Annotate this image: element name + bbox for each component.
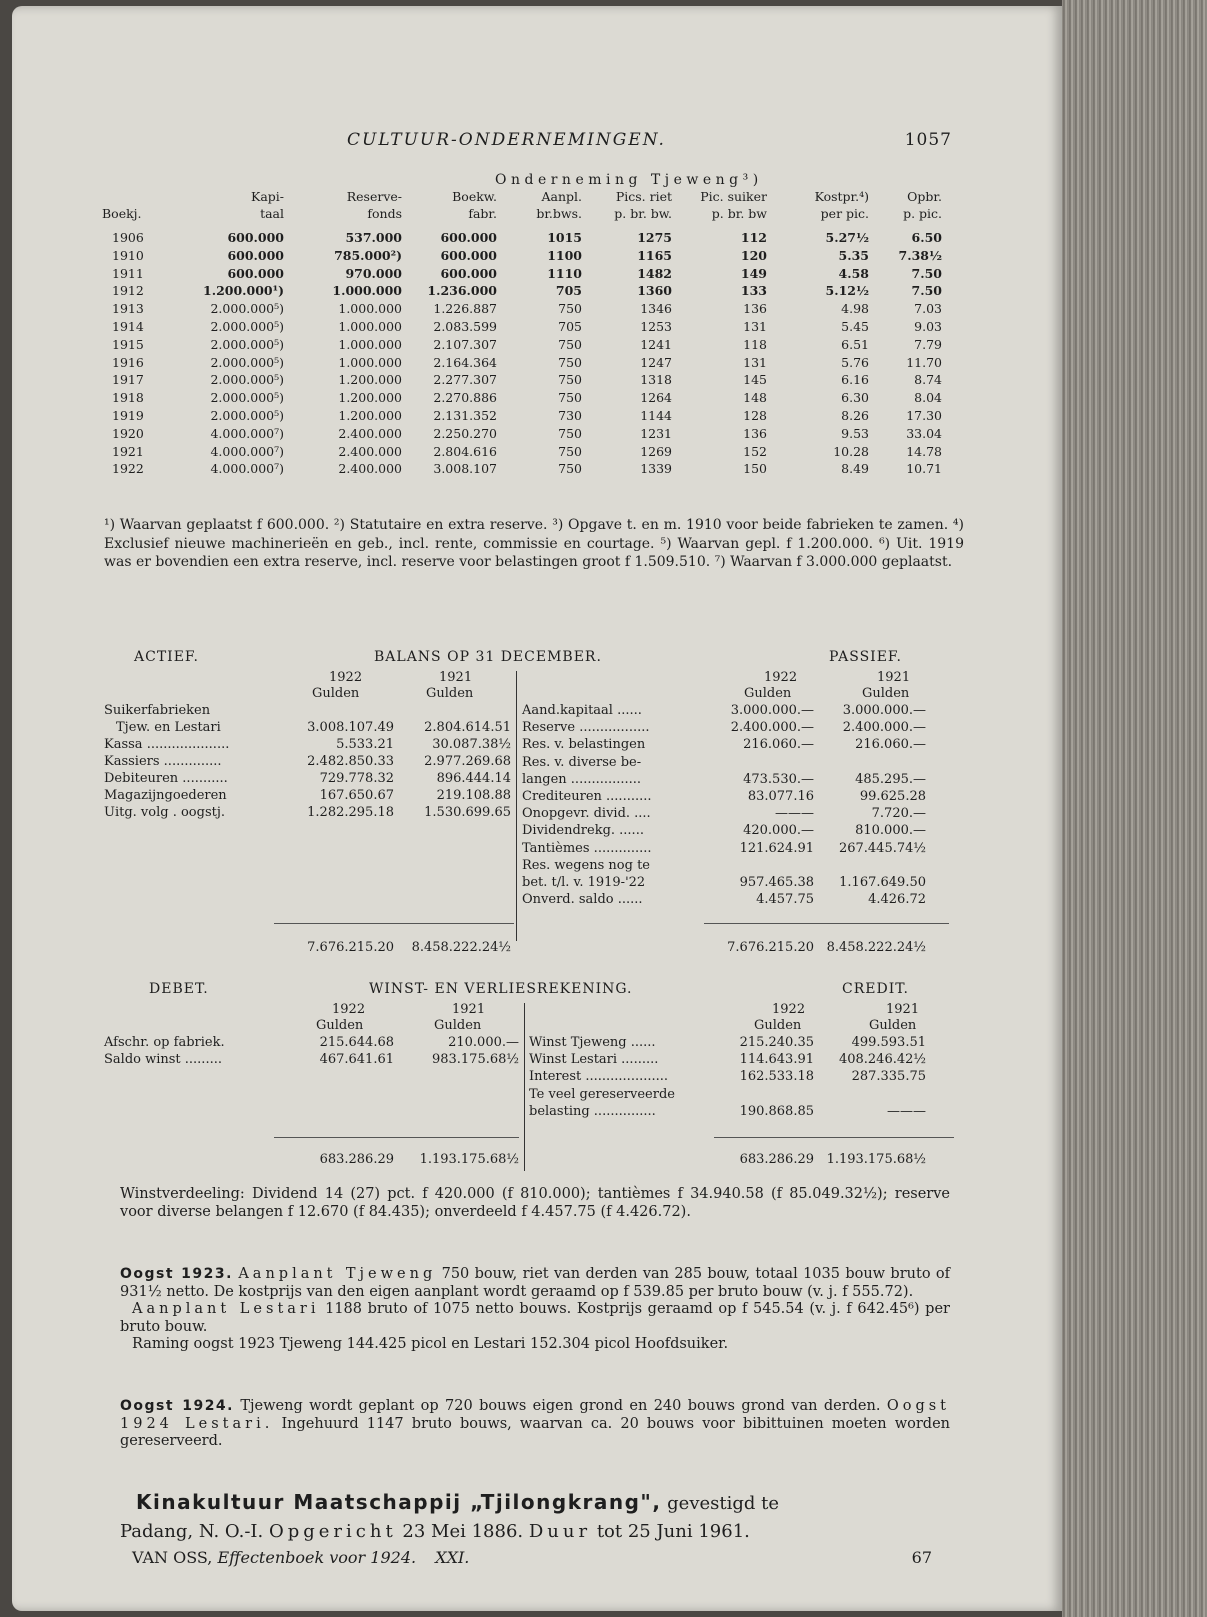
kinakultuur-founded-date: 23 Mei 1886. (396, 1521, 529, 1542)
actief-heading: ACTIEF. (134, 649, 199, 665)
cell-kostprijs: 6.30 (841, 390, 869, 406)
cell-aanplant: 1100 (547, 247, 582, 263)
cell-aanplant: 750 (558, 372, 582, 388)
cell-kostprijs: 6.51 (841, 336, 869, 352)
balance-right-1922: 957.465.38 (739, 875, 814, 890)
oogst-1923-text-1: 750 bouw, riet van derden van 285 bouw, totaal 1035 bouw bruto of 931½ netto. De kostprijs van den eigen aanplant wordt geraamd op f 539.85 per bruto bouw (v. j. f 555.72). (120, 1266, 950, 1300)
page-footer (132, 1548, 942, 1567)
cell-riet: 1482 (637, 265, 672, 281)
oogst-1923-aanplant-tjeweng: Aanplant Tjeweng (238, 1266, 437, 1282)
cell-suiker: 149 (740, 265, 767, 281)
balance-right-1921: 267.445.74½ (838, 840, 926, 856)
balance-right-1921: 4.426.72 (868, 892, 926, 908)
column-header-kap-2: taal (260, 206, 284, 221)
year-header-right-1922: 1922 (764, 670, 798, 685)
unit-header-left-1922: Gulden (312, 686, 360, 701)
cell-opbrengst: 9.03 (914, 319, 942, 334)
cell-aanplant: 750 (558, 301, 582, 317)
cell-kostprijs: 5.12½ (825, 283, 869, 299)
cell-riet: 1241 (640, 336, 672, 352)
cell-kapitaal: 600.000 (227, 265, 284, 281)
pl-year-right-1922: 1922 (772, 1002, 806, 1017)
cell-kostprijs: 4.98 (841, 301, 869, 317)
column-header-res-2: fonds (367, 206, 402, 221)
cell-riet: 1318 (640, 372, 672, 388)
cell-reservefonds: 1.000.000 (338, 301, 402, 317)
balance-right-1922: 420.000.— (743, 823, 814, 839)
cell-year: 1919 (112, 408, 144, 423)
pl-unit-right-1922: Gulden (754, 1018, 802, 1033)
cell-boekwaarde: 2.107.307 (433, 336, 497, 352)
balance-right-1921: 810.000.— (855, 823, 926, 839)
balance-left-1922: 729.778.32 (319, 771, 394, 786)
cell-kapitaal: 2.000.000⁵) (210, 319, 284, 334)
balance-right-1921: 2.400.000.— (842, 720, 926, 736)
table-row (102, 444, 962, 461)
balance-right-1922: 3.000.000.— (730, 703, 814, 718)
column-header-aan-1: Aanpl. (541, 189, 582, 204)
kinakultuur-seat-text: gevestigd te (661, 1493, 780, 1514)
balance-left-group: Suikerfabrieken (104, 703, 211, 718)
cell-boekwaarde: 2.164.364 (433, 354, 497, 370)
balance-right-label: bet. t/l. v. 1919-'22 (522, 875, 646, 890)
oogst-1923-raming: Raming oogst 1923 Tjeweng 144.425 picol en Lestari 152.304 picol Hoofdsuiker. (132, 1336, 729, 1352)
credit-heading: CREDIT. (842, 981, 909, 997)
cell-reservefonds: 1.200.000 (338, 390, 402, 406)
cell-year: 1913 (112, 301, 144, 317)
pl-right-label: Interest .................... (529, 1069, 669, 1085)
balance-right-1921: 216.060.— (855, 737, 926, 753)
cell-aanplant: 1110 (547, 265, 582, 281)
cell-year: 1910 (112, 247, 144, 263)
column-header-rie-1: Pics. riet (615, 189, 672, 204)
balance-left-1921: 896.444.14 (436, 771, 511, 786)
cell-year: 1914 (112, 319, 144, 334)
cell-kostprijs: 8.49 (841, 461, 869, 477)
footer-volume: XXI. (435, 1548, 470, 1567)
cell-kapitaal: 4.000.000⁷) (210, 443, 284, 459)
pl-right-label: Winst Tjeweng ...... (529, 1035, 656, 1050)
cell-suiker: 118 (743, 336, 767, 352)
balance-right-1922: 121.624.91 (739, 840, 814, 856)
cell-suiker: 136 (743, 425, 767, 441)
cell-aanplant: 750 (558, 354, 582, 370)
balance-total-left-1922: 7.676.215.20 (307, 940, 394, 955)
column-header-kos-2: per pic. (820, 206, 869, 221)
pl-right-1921: 499.593.51 (851, 1035, 926, 1050)
cell-riet: 1339 (640, 461, 672, 477)
table-row (102, 337, 962, 354)
cell-riet: 1269 (640, 443, 672, 459)
table-row (102, 461, 962, 478)
column-header-bkw-1: Boekw. (452, 189, 497, 204)
cell-aanplant: 1015 (547, 230, 582, 245)
year-header-left-1921: 1921 (439, 670, 473, 685)
column-header-opb-1: Opbr. (907, 189, 942, 204)
balance-right-1922: ——— (775, 806, 814, 822)
footer-publisher: VAN OSS, (132, 1548, 218, 1567)
cell-kostprijs: 5.76 (841, 354, 869, 370)
pl-total-rule-right (714, 1137, 954, 1138)
cell-opbrengst: 7.38½ (898, 247, 942, 263)
cell-reservefonds: 537.000 (345, 230, 402, 245)
balance-right-label: Dividendrekg. ...... (522, 823, 644, 839)
balance-left-label: Uitg. volg . oogstj. (104, 805, 226, 820)
cell-reservefonds: 1.200.000 (338, 372, 402, 388)
balance-left-1921: 30.087.38½ (432, 737, 511, 752)
cell-riet: 1275 (637, 230, 672, 245)
kinakultuur-entry (120, 1488, 950, 1546)
cell-riet: 1346 (640, 301, 672, 317)
pl-year-left-1921: 1921 (452, 1002, 486, 1017)
cell-boekwaarde: 2.270.886 (433, 390, 497, 406)
cell-reservefonds: 1.000.000 (338, 319, 402, 334)
cell-kostprijs: 5.45 (841, 319, 869, 334)
pl-right-1921: ——— (887, 1103, 926, 1119)
cell-riet: 1247 (640, 354, 672, 370)
cell-boekwaarde: 3.008.107 (433, 461, 497, 477)
column-header-bkw-2: fabr. (468, 206, 497, 221)
balance-right-label: Onverd. saldo ...... (522, 892, 643, 908)
balance-total-right-1922: 7.676.215.20 (727, 940, 814, 955)
balance-left-label: Kassiers .............. (104, 754, 222, 769)
balance-right-1921: 485.295.— (855, 771, 926, 787)
pl-left-1922: 467.641.61 (319, 1052, 394, 1067)
column-header-aan-2: br.bws. (536, 206, 582, 221)
balance-right-label: langen ................. (522, 771, 642, 787)
cell-riet: 1231 (640, 425, 672, 441)
pl-unit-left-1921: Gulden (434, 1018, 482, 1033)
cell-kapitaal: 2.000.000⁵) (210, 301, 284, 317)
balance-right-label: Res. v. diverse be- (522, 754, 642, 770)
balance-right-1921: 7.720.— (871, 806, 926, 822)
footnotes: ¹) Waarvan geplaatst f 600.000. ²) Statutaire en extra reserve. ³) Opgave t. en m. 1910 voor beide fabrieken te zamen. ⁴) Exclusief nieuwe machinerieën en geb., incl. rente, commissie en courtage. ⁵) Waarvan gepl. f 1.200.000. ⁶) Uit. 1919 was er bovendien een extra reserve, incl. reserve voor belastingen groot f 1.509.510. ⁷) Waarvan f 3.000.000 geplaatst. (104, 517, 964, 570)
cell-year: 1922 (112, 461, 144, 477)
oogst-1923-paragraph (120, 1266, 950, 1354)
cell-year: 1917 (112, 372, 144, 388)
cell-year: 1911 (112, 265, 144, 281)
balance-right-label: Res. v. belastingen (522, 737, 646, 753)
cell-opbrengst: 7.03 (914, 301, 942, 317)
cell-year: 1915 (112, 336, 144, 352)
pl-right-1921: 287.335.75 (851, 1069, 926, 1085)
cell-boekwaarde: 2.131.352 (433, 408, 497, 423)
table-row (102, 301, 962, 318)
pl-right-label: belasting ............... (529, 1103, 656, 1119)
column-header-rie-2: p. br. bw. (614, 206, 672, 221)
balance-right-label: Tantièmes .............. (522, 840, 652, 856)
cell-kostprijs: 9.53 (841, 425, 869, 441)
cell-kostprijs: 6.16 (841, 372, 869, 388)
balance-total-rule-right (704, 923, 949, 924)
cell-boekwaarde: 1.236.000 (427, 283, 497, 299)
cell-reservefonds: 1.200.000 (338, 408, 402, 423)
pl-right-label: Te veel gereserveerde (529, 1086, 675, 1102)
pl-left-label: Afschr. op fabriek. (104, 1035, 225, 1050)
pl-title: WINST- EN VERLIESREKENING. (369, 981, 633, 997)
balance-right-1922: 473.530.— (743, 771, 814, 787)
cell-riet: 1253 (640, 319, 672, 334)
table-row (102, 372, 962, 389)
cell-kapitaal: 4.000.000⁷) (210, 461, 284, 477)
pl-unit-right-1921: Gulden (869, 1018, 917, 1033)
column-header-kos-1: Kostpr.⁴) (814, 189, 869, 204)
pl-left-1922: 215.644.68 (319, 1035, 394, 1050)
table-row (102, 248, 962, 265)
balance-title: BALANS OP 31 DECEMBER. (374, 649, 602, 665)
cell-suiker: 133 (740, 283, 767, 299)
balance-left-1921: 219.108.88 (436, 788, 511, 803)
column-header-sui-2: p. br. bw (711, 206, 767, 221)
table-row (102, 230, 962, 247)
balance-left-1921: 2.804.614.51 (424, 720, 511, 735)
cell-boekwaarde: 2.804.616 (433, 443, 497, 459)
pl-right-1921: 408.246.42½ (838, 1052, 926, 1068)
table-row (102, 319, 962, 336)
cell-boekwaarde: 2.250.270 (433, 425, 497, 441)
pl-left-label: Saldo winst ......... (104, 1052, 222, 1067)
cell-opbrengst: 17.30 (906, 408, 942, 423)
balance-total-left-1921: 8.458.222.24½ (411, 940, 511, 955)
oogst-1924-text-2: Ingehuurd 1147 bruto bouws, waarvan ca. 20 bouws voor bibittuinen moeten worden gereserveerd. (120, 1415, 950, 1449)
balance-right-label: Aand.kapitaal ...... (522, 703, 642, 718)
debet-heading: DEBET. (149, 981, 209, 997)
cell-boekwaarde: 600.000 (440, 230, 497, 245)
column-header-opb-2: p. pic. (903, 206, 942, 221)
balance-right-1922: 2.400.000.— (730, 720, 814, 736)
cell-reservefonds: 1.000.000 (338, 336, 402, 352)
unit-header-right-1922: Gulden (744, 686, 792, 701)
kinakultuur-opgericht-label: Opgericht (268, 1521, 397, 1542)
cell-opbrengst: 11.70 (906, 354, 942, 370)
cell-suiker: 145 (743, 372, 767, 388)
cell-reservefonds: 1.000.000 (338, 354, 402, 370)
cell-riet: 1264 (640, 390, 672, 406)
pl-total-left-1921: 1.193.175.68½ (419, 1152, 519, 1167)
balance-right-label: Res. wegens nog te (522, 857, 651, 873)
balance-right-1922: 4.457.75 (756, 892, 814, 908)
pl-right-1922: 190.868.85 (739, 1103, 814, 1119)
cell-opbrengst: 8.04 (914, 390, 942, 406)
cell-suiker: 148 (743, 390, 767, 406)
cell-kapitaal: 2.000.000⁵) (210, 408, 284, 423)
table-row (102, 355, 962, 372)
cell-reservefonds: 1.000.000 (332, 283, 402, 299)
cell-boekwaarde: 1.226.887 (433, 301, 497, 317)
pl-left-1921: 210.000.— (448, 1035, 519, 1050)
cell-year: 1921 (112, 443, 144, 459)
oogst-1923-aanplant-lestari: Aanplant Lestari (132, 1301, 320, 1317)
balance-right-1922: 83.077.16 (747, 789, 814, 804)
cell-aanplant: 730 (558, 408, 582, 423)
balance-left-1922: 167.650.67 (319, 788, 394, 803)
cell-kostprijs: 5.35 (838, 247, 869, 263)
oogst-1924-paragraph (120, 1398, 950, 1451)
cell-boekwaarde: 600.000 (440, 247, 497, 263)
pl-right-1922: 215.240.35 (739, 1035, 814, 1050)
cell-opbrengst: 8.74 (914, 372, 942, 388)
page-number: 1057 (904, 130, 952, 150)
oogst-1924-text-1: Tjeweng wordt geplant op 720 bouws eigen grond en 240 bouws grond van derden. (234, 1398, 887, 1414)
cell-reservefonds: 2.400.000 (338, 443, 402, 459)
balance-right-1922: 216.060.— (743, 737, 814, 753)
cell-kapitaal: 600.000 (227, 247, 284, 263)
cell-suiker: 131 (743, 354, 767, 370)
pl-left-1921: 983.175.68½ (431, 1052, 519, 1067)
pl-year-right-1921: 1921 (886, 1002, 920, 1017)
balance-left-label: Debiteuren ........... (104, 771, 228, 786)
cell-reservefonds: 2.400.000 (338, 425, 402, 441)
balance-left-1922: 1.282.295.18 (307, 805, 394, 820)
balance-left-1922: 2.482.850.33 (307, 754, 394, 769)
cell-opbrengst: 7.50 (911, 265, 942, 281)
oogst-1923-label: Oogst 1923. (120, 1266, 233, 1282)
cell-suiker: 112 (740, 230, 767, 245)
balance-right-label: Crediteuren ........... (522, 789, 652, 804)
cell-aanplant: 750 (558, 390, 582, 406)
balance-right-1921: 1.167.649.50 (839, 875, 926, 890)
balance-divider (516, 671, 517, 941)
cell-kapitaal: 2.000.000⁵) (210, 336, 284, 352)
pl-year-left-1922: 1922 (332, 1002, 366, 1017)
pl-total-right-1922: 683.286.29 (739, 1152, 814, 1167)
cell-aanplant: 750 (558, 336, 582, 352)
cell-suiker: 136 (743, 301, 767, 317)
cell-reservefonds: 970.000 (345, 265, 402, 281)
kinakultuur-duur-label: Duur (528, 1521, 592, 1542)
pl-unit-left-1922: Gulden (316, 1018, 364, 1033)
cell-opbrengst: 7.79 (914, 336, 942, 352)
pl-right-1922: 114.643.91 (739, 1052, 814, 1068)
table-row (102, 266, 962, 283)
cell-kapitaal: 2.000.000⁵) (210, 390, 284, 406)
column-header-sui-1: Pic. suiker (700, 189, 767, 204)
balance-right-1921: 99.625.28 (859, 789, 926, 804)
cell-year: 1906 (112, 230, 144, 245)
balance-left-1921: 1.530.699.65 (424, 805, 511, 820)
cell-riet: 1360 (637, 283, 672, 299)
balance-total-rule-left (274, 923, 514, 924)
footer-page-number: 67 (911, 1548, 932, 1567)
cell-aanplant: 705 (558, 319, 582, 334)
oogst-1924-lestari: Oogst 1924 Lestari. (120, 1398, 950, 1432)
year-header-right-1921: 1921 (877, 670, 911, 685)
column-header-boekjaar: Boekj. (102, 206, 142, 221)
cell-aanplant: 705 (555, 283, 582, 299)
cell-aanplant: 750 (558, 443, 582, 459)
cell-opbrengst: 10.71 (906, 461, 942, 477)
cell-suiker: 131 (743, 319, 767, 334)
cell-suiker: 152 (743, 443, 767, 459)
cell-riet: 1144 (640, 408, 672, 423)
cell-kapitaal: 2.000.000⁵) (210, 372, 284, 388)
kinakultuur-duration: tot 25 Juni 1961. (591, 1521, 750, 1542)
cell-kapitaal: 2.000.000⁵) (210, 354, 284, 370)
table-row (102, 408, 962, 425)
cell-suiker: 150 (743, 461, 767, 477)
column-header-kap-1: Kapi- (250, 189, 284, 204)
cell-kapitaal: 1.200.000¹) (203, 283, 284, 299)
cell-kapitaal: 4.000.000⁷) (210, 425, 284, 441)
unit-header-right-1921: Gulden (862, 686, 910, 701)
running-title: CULTUUR-ONDERNEMINGEN. (347, 130, 666, 150)
cell-boekwaarde: 2.083.599 (433, 319, 497, 334)
balance-left-1922: 5.533.21 (336, 737, 394, 752)
pl-divider (524, 1003, 525, 1171)
cell-boekwaarde: 2.277.307 (433, 372, 497, 388)
cell-suiker: 120 (740, 247, 767, 263)
cell-reservefonds: 785.000²) (334, 247, 402, 263)
column-header-res-1: Reserve- (346, 189, 402, 204)
winstverdeeling-paragraph: Winstverdeeling: Dividend 14 (27) pct. f 420.000 (f 810.000); tantièmes f 34.940.58 (f 85.049.32½); reserve voor diverse belangen f 12.670 (f 84.435); onverdeeld f 4.457.75 (f 4.426.72). (120, 1186, 950, 1220)
cell-kostprijs: 5.27½ (825, 230, 869, 245)
balance-left-label: Kassa .................... (104, 737, 230, 752)
pl-total-right-1921: 1.193.175.68½ (826, 1152, 926, 1167)
cell-opbrengst: 7.50 (911, 283, 942, 299)
balance-left-label: Tjew. en Lestari (116, 720, 221, 735)
table-title: Onderneming Tjeweng³) (495, 172, 763, 188)
cell-opbrengst: 6.50 (911, 230, 942, 245)
year-header-left-1922: 1922 (329, 670, 363, 685)
cell-year: 1920 (112, 425, 144, 441)
kinakultuur-company-name: Kinakultuur Maatschappij „Tjilongkrang", (136, 1490, 662, 1514)
book-page-edges (1062, 0, 1207, 1617)
table-row (102, 283, 962, 300)
kinakultuur-location: Padang, N. O.-I. (120, 1521, 269, 1542)
pl-total-rule-left (274, 1137, 519, 1138)
table-row (102, 426, 962, 443)
cell-reservefonds: 2.400.000 (338, 461, 402, 477)
oogst-1924-label: Oogst 1924. (120, 1398, 234, 1414)
footer-book-title: Effectenboek voor 1924. (217, 1548, 417, 1567)
book-page (12, 6, 1062, 1611)
unit-header-left-1921: Gulden (426, 686, 474, 701)
pl-total-left-1922: 683.286.29 (319, 1152, 394, 1167)
cell-opbrengst: 33.04 (906, 425, 942, 441)
cell-boekwaarde: 600.000 (440, 265, 497, 281)
pl-right-1922: 162.533.18 (739, 1069, 814, 1085)
cell-year: 1918 (112, 390, 144, 406)
balance-right-label: Onopgevr. divid. .... (522, 806, 651, 822)
balance-left-1921: 2.977.269.68 (424, 754, 511, 769)
balance-right-1921: 3.000.000.— (842, 703, 926, 718)
cell-kostprijs: 10.28 (833, 443, 869, 459)
balance-right-label: Reserve ................. (522, 720, 650, 736)
balance-total-right-1921: 8.458.222.24½ (826, 940, 926, 955)
cell-kostprijs: 4.58 (838, 265, 869, 281)
cell-kostprijs: 8.26 (841, 408, 869, 423)
cell-aanplant: 750 (558, 461, 582, 477)
balance-left-label: Magazijngoederen (104, 788, 227, 803)
cell-opbrengst: 14.78 (906, 443, 942, 459)
table-row (102, 390, 962, 407)
pl-right-label: Winst Lestari ......... (529, 1052, 659, 1068)
passief-heading: PASSIEF. (829, 649, 902, 665)
cell-year: 1912 (112, 283, 144, 299)
cell-riet: 1165 (637, 247, 672, 263)
oogst-1923-text-2: 1188 bruto of 1075 netto bouws. Kostprijs geraamd op f 545.54 (v. j. f 642.45⁶) per bruto bouw. (120, 1301, 950, 1335)
cell-suiker: 128 (743, 408, 767, 423)
cell-kapitaal: 600.000 (227, 230, 284, 245)
cell-aanplant: 750 (558, 425, 582, 441)
cell-year: 1916 (112, 354, 144, 370)
balance-left-1922: 3.008.107.49 (307, 720, 394, 735)
